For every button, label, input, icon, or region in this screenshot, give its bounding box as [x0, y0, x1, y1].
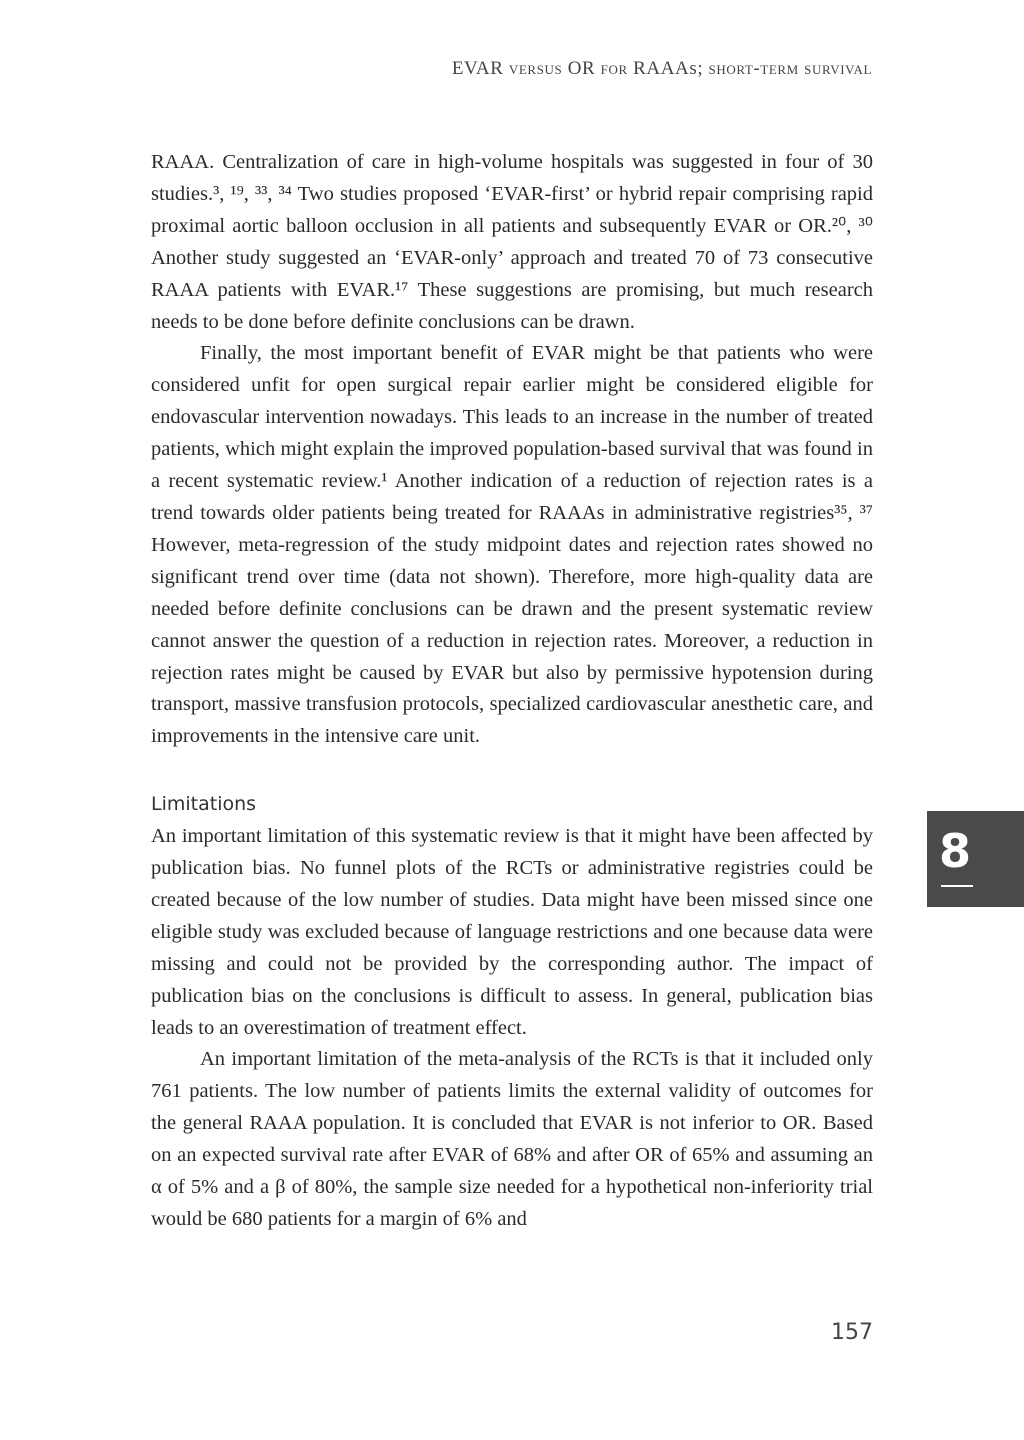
paragraph-benefit-of-evar: Finally, the most important benefit of EVAR might be that patients who were considered unfit for open surgical repair earlier might be considered eligible for endovascular intervention nowadays. This leads to an increase in the number of treated patients, which might explain the improved population-based survival that was found in a recent systematic review.¹ Another indication of a reduction of rejection rates is a trend towards older patients being treated for RAAAs in administrative registries³⁵, ³⁷ However, meta-regression of the study midpoint dates and rejection rates showed no significant trend over time (data not shown). Therefore, more high-quality data are needed before definite conclusions can be drawn and the present systematic review cannot answer the question of a reduction in rejection rates. Moreover, a reduction in rejection rates might be caused by EVAR but also by permissive hypotension during transport, massive transfusion protocols, specialized cardiovascular anesthetic care, and improvements in the intensive care unit.: [151, 342, 873, 748]
paragraph-publication-bias: An important limitation of this systematic review is that it might have been affected by publication bias. No funnel plots of the RCTs or administrative registries could be created because of the low number of studies. Data might have been missed since one eligible study was excluded because of language restrictions and one because data were missing and could not be provided by the corresponding author. The impact of publication bias on the conclusions is difficult to assess. In general, publication bias leads to an overestimation of treatment effect.: [151, 825, 873, 1039]
running-head-for: for: [595, 58, 634, 79]
chapter-number: 8: [939, 824, 972, 878]
running-head-evar: EVAR: [451, 58, 504, 79]
running-head: [452, 58, 872, 80]
paragraph-centralization: RAAA. Centralization of care in high-volume hospitals was suggested in four of 30 studies.³, ¹⁹, ³³, ³⁴ Two studies proposed ‘EVAR-first’ or hybrid repair comprising rapid proximal aortic balloon occlusion in all patients and subsequently EVAR or OR.²⁰, ³⁰ Another study suggested an ‘EVAR-only’ approach and treated 70 of 73 consecutive RAAA patients with EVAR.¹⁷ These suggestions are promising, but much research needs to be done before definite conclusions can be drawn.: [151, 151, 873, 333]
body-text: [151, 147, 873, 1236]
running-head-raaas: RAAAs: [633, 58, 698, 79]
section-heading-limitations: Limitations: [151, 793, 257, 816]
running-head-or: OR: [567, 58, 596, 79]
chapter-tab: [927, 811, 1024, 907]
running-head-versus: versus: [503, 58, 568, 79]
page-number: 157: [831, 1320, 873, 1345]
paragraph-meta-analysis-limitation: An important limitation of the meta-analysis of the RCTs is that it included only 761 patients. The low number of patients limits the external validity of outcomes for the general RAAA population. It is concluded that EVAR is not inferior to OR. Based on an expected survival rate after EVAR of 68% and after OR of 65% and assuming an α of 5% and a β of 80%, the sample size needed for a hypothetical non-inferiority trial would be 680 patients for a margin of 6% and: [151, 1048, 873, 1230]
chapter-tab-rule: [941, 885, 973, 887]
running-head-subtitle: ; short-term survival: [697, 58, 872, 79]
